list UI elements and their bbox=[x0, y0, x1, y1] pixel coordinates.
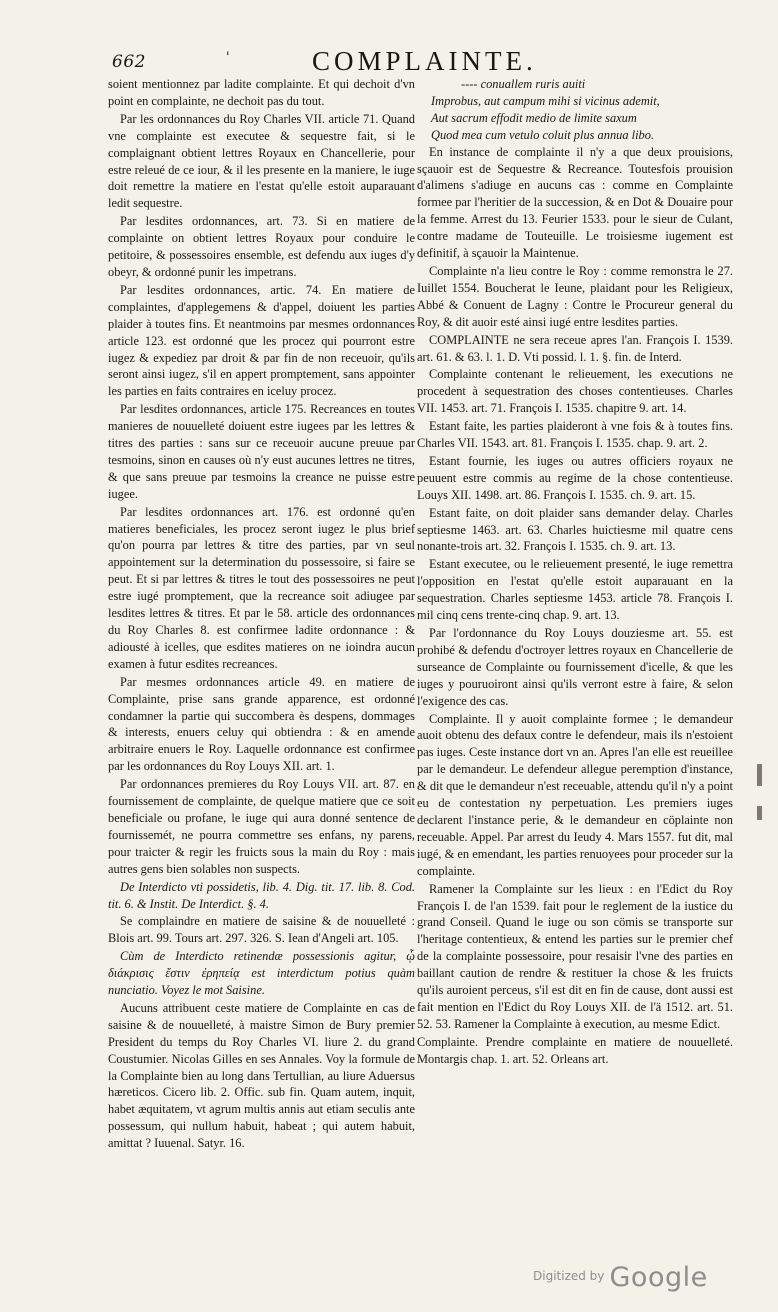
right-column-paragraph: Improbus, aut campum mihi si vicinus ademit, bbox=[431, 93, 660, 108]
printer-mark: ' bbox=[226, 50, 230, 65]
left-column-paragraph: Par les ordonnances du Roy Charles VII. article 71. Quand vne complainte est executee & sequestre fait, si le complaignant obtient lettres Royaux en Chancellerie, pour estre releué de ce iour, & il les presente en la maniere, le iuge doit remettre la matiere en l'estat qu'elle estoit auparauant ledit sequestre. bbox=[108, 111, 415, 211]
right-column-paragraph: En instance de complainte il n'y a que deux prouisions, sçauoir est de Sequestre & Recreance. Toutesfois prouision d'alimens s'adiuge en aucuns cas : comme en Complainte formee par l'heritier de la succession, & en Dot & Douaire pour la femme. Arrest du 13. Feurier 1533. pour le sieur de Culant, contre madame de Touteuille. Le troisiesme iugement est definitif, à sçauoir la Maintenue. bbox=[417, 144, 733, 261]
right-column-paragraph: Estant faite, les parties plaideront à vne fois & à toutes fins. Charles VII. 1543. art. 81. François I. 1535. chap. 9. art. 2. bbox=[417, 419, 733, 451]
right-column-paragraph: Aut sacrum effodit medio de limite saxum bbox=[431, 110, 637, 125]
left-column-paragraph: Cùm de Interdicto retinendæ possessionis agitur, ᾧ διάκρισις ἔστιν ἐρηπείᾳ est interdictum potius quàm nunciatio. Voyez le mot Saisine. bbox=[108, 949, 415, 998]
digitized-by-text: Digitized by bbox=[533, 1269, 605, 1283]
left-column-paragraph: Par lesdites ordonnances, article 175. Recreances en toutes manieres de nouuelleté doiuent estre iugees par les lettres & titres des parties : sans sur ce receuoir aucune preuue par tesmoins, sinon en causes où n'y eust aucunes lettres ne titres, & que sans preuue par tesmoins la creance ne puisse estre iugee. bbox=[108, 402, 415, 501]
left-column-paragraph: Aucuns attribuent ceste matiere de Complainte en cas de saisine & de nouuelleté, à maistre Simon de Bury premier President du temps du Roy Charles VI. liure 2. du grand Coustumier. Nicolas Gilles en ses Annales. Voy la formule de la Complainte bien au long dans Tertullian, au liure Aduersus hæreticos. Cicero lib. 2. Offic. sub fin. Quam autem, inquit, habet æquitatem, vt agrum multis annis aut etiam seculis ante possessum, qui nullum habuit, habeat ; qui autem habuit, amittat ? Iuuenal. Satyr. 16. bbox=[108, 1000, 415, 1151]
right-column-paragraph: Ramener la Complainte sur les lieux : en l'Edict du Roy François I. de l'an 1539. fait pour le reglement de la iustice du grand Conseil. Quand le iuge ou son cömis se transporte sur l'heritage contentieux, & entend les parties sur le premier chef de la complainte possessoire, pour resaisir l'vne des parties en baillant caution de rendre & restituer la chose & les fruicts qu'ils auroient perceus, s'il est dit en fin de cause, dont aussi est fait mention en l'Edict du Roy Louys XII. de l'ä 1512. art. 51. 52. 53. Ramener la Complainte à execution, au mesme Edict. bbox=[417, 881, 733, 1031]
left-column-paragraph: Par lesdites ordonnances art. 176. est ordonné qu'en matieres beneficiales, les procez seront iugez le plus brief qu'on pourra par lettres & titre des parties, par vn seul appointement sur la determination du possessoire, si faire se peut. Et si par lettres & titres le tout des possessoires ne peut estre iugé promptement, que la recreance soit adiugee par lesdites lettres & titres. Et par le 58. article des ordonnances du Roy Charles 8. est confirmee ladite ordonnance : & adiousté à icelles, que esdites matieres on ne ioindra aucun examen à futur esdites recreances. bbox=[108, 504, 415, 671]
right-column-paragraph: Complainte. Prendre complainte en matiere de nouuelleté. Montargis chap. 1. art. 52. Orleans art. bbox=[417, 1034, 733, 1066]
page-edge-mark bbox=[757, 806, 762, 820]
left-column-paragraph: soient mentionnez par ladite complainte. Et qui dechoit d'vn point en complainte, ne dechoit pas du tout. bbox=[108, 77, 415, 108]
running-title: COMPLAINTE. bbox=[312, 46, 537, 76]
left-column bbox=[108, 76, 415, 1153]
right-column-paragraph: Complainte contenant le relieuement, les executions ne procedent à sequestration des choses contentieuses. Charles VII. 1453. art. 71. François I. 1535. chapitre 9. art. 14. bbox=[417, 367, 733, 416]
right-column-paragraph: Estant faite, on doit plaider sans demander delay. Charles septiesme 1463. art. 63. Charles huictiesme mil quatre cens nonante-trois art. 32. François I. 1535. ch. 9. art. 13. bbox=[417, 505, 733, 554]
right-column-paragraph: Quod mea cum vetulo coluit plus annua libo. bbox=[431, 127, 655, 142]
right-column-paragraph: Estant executee, ou le relieuement presenté, le iuge remettra l'opposition en l'estat qu'elle estoit auparauant en la sequestration. Charles septiesme 1453. article 78. François I. mil cinq cens trente-cinq chap. 9. art. 13. bbox=[417, 557, 733, 623]
right-column-paragraph: COMPLAINTE ne sera receue apres l'an. François I. 1539. art. 61. & 63. l. 1. D. Vti possid. l. 1. §. fin. de Interd. bbox=[417, 332, 733, 364]
right-column bbox=[417, 76, 733, 1069]
right-column-paragraph: Par l'ordonnance du Roy Louys douziesme art. 55. est prohibé & defendu d'octroyer lettres royaux en Chancellerie de surseance de Complainte ou fournissement d'icelle, & que les iuges y pouruoiront ainsi qu'ils verront estre à faire, & selon l'exigence des cas. bbox=[417, 626, 733, 708]
left-column-paragraph: Par lesdites ordonnances, artic. 74. En matiere de complaintes, d'applegemens & d'appel, doiuent les parties plaider à toutes fins. Et neantmoins par mesmes ordonnances article 123. est ordonné que les procez qui pourront estre iugez & expediez par droit & par fin de non receuoir, qu'ils seront ainsi iugez, s'il en appert promptement, sans appointer les parties en faits contraires en iceluy procez. bbox=[108, 282, 415, 399]
right-column-paragraph: Complainte n'a lieu contre le Roy : comme remonstra le 27. Iuillet 1554. Boucherat le Ieune, plaidant pour les Religieux, Abbé & Conuent de Lagny : Contre le Procureur general du Roy, & dit auoir esté ainsi iugé entre lesdites parties. bbox=[417, 263, 733, 329]
left-column-paragraph: Par lesdites ordonnances, art. 73. Si en matiere de complainte on obtient lettres Royaux pour conduire le petitoire, & possessoires ensemble, est defendu aux iuges d'y obeyr, & ordonné punir les impetrans. bbox=[108, 214, 415, 279]
left-column-paragraph: De Interdicto vti possidetis, lib. 4. Dig. tit. 17. lib. 8. Cod. tit. 6. & Instit. De Interdict. §. 4. bbox=[108, 879, 415, 911]
left-column-paragraph: Par ordonnances premieres du Roy Louys VII. art. 87. en fournissement de complainte, de quelque matiere que ce soit beneficiale ou profane, le iuge qui aura donné sentence de fournissemét, ne pourra commettre ses enfans, ny parens, pour traicter & regir les fruicts sous la main du Roy : mais autres gens bien solables non suspects. bbox=[108, 777, 415, 876]
left-column-paragraph: Par mesmes ordonnances article 49. en matiere de Complainte, prise sans grande apparence, est ordonné condamner la partie qui succombera ès despens, dommages & interests, enuers celuy qui obtiendra : & en amende arbitraire enuers le Roy. Laquelle ordonnance est confirmee par les ordonnances du Roy Louys XII. art. 1. bbox=[108, 674, 415, 774]
right-column-paragraph: ---- conuallem ruris auiti bbox=[461, 77, 586, 91]
google-logo-text: Google bbox=[609, 1262, 708, 1293]
left-column-paragraph: Se complaindre en matiere de saisine & de nouuelleté : Blois art. 99. Tours art. 297. 326. S. Iean d'Angeli art. 105. bbox=[108, 914, 415, 946]
right-column-paragraph: Complainte. Il y auoit complainte formee ; le demandeur auoit obtenu des defaux contre le defendeur, mais ils n'estoient pas iuges. Ceste instance dort vn an. Apres l'an elle est reueillee par le demandeur. Le defendeur allegue peremption d'instance, & dit que le demandeur n'est receuable, attendu qu'il n'y a point eu de contestation ny perpetuation. Les premiers iuges declarent l'instance perie, & le demandeur en cöplainte non receuable. Appel. Par arrest du Ieudy 4. Mars 1557. fut dit, mal iugé, & en emendant, les parties renuoyees pour proceder sur la complainte. bbox=[417, 711, 733, 878]
page-edge-mark bbox=[757, 764, 762, 786]
right-column-paragraph: Estant fournie, les iuges ou autres officiers royaux ne peuuent estre commis au regime de la chose contentieuse. Louys XII. 1498. art. 86. François I. 1535. ch. 9. art. 15. bbox=[417, 453, 733, 502]
google-watermark bbox=[533, 1262, 708, 1293]
page-number: 662 bbox=[112, 52, 146, 72]
